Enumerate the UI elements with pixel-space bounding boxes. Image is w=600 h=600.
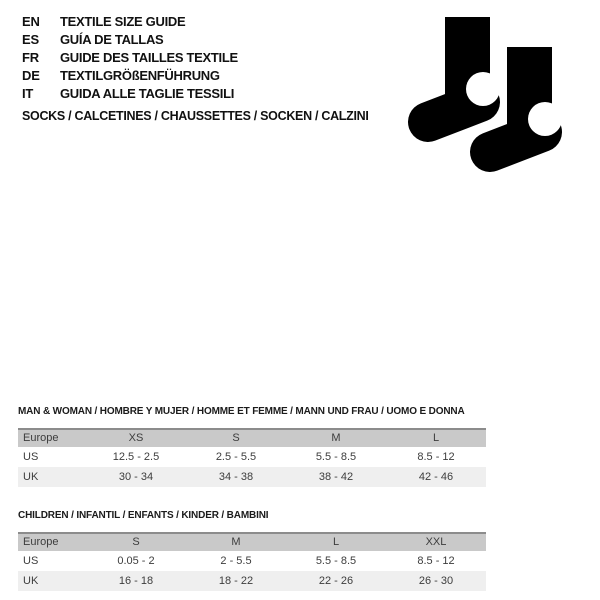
column-header-size: L <box>332 536 340 548</box>
table-row-us <box>18 551 486 571</box>
table-row-us <box>18 447 486 467</box>
size-value: 5.5 - 8.5 <box>315 555 357 567</box>
size-value: 38 - 42 <box>318 471 354 483</box>
language-code: IT <box>22 86 34 101</box>
language-label: TEXTILGRÖßENFÜHRUNG <box>60 68 220 83</box>
size-value: 5.5 - 8.5 <box>315 451 357 463</box>
size-value: 26 - 30 <box>418 575 454 587</box>
size-value: 12.5 - 2.5 <box>112 451 160 463</box>
column-header-size: XXL <box>425 536 447 548</box>
language-code: EN <box>22 14 40 29</box>
language-row-it <box>22 85 238 103</box>
language-code: ES <box>22 32 39 47</box>
size-value: 8.5 - 12 <box>417 451 455 463</box>
size-value: 0.05 - 2 <box>117 555 155 567</box>
size-table-children <box>18 509 486 591</box>
size-value: 30 - 34 <box>118 471 154 483</box>
adults-table <box>18 428 486 487</box>
size-value: 2 - 5.5 <box>220 555 252 567</box>
size-value: 8.5 - 12 <box>417 555 455 567</box>
size-value: 22 - 26 <box>318 575 354 587</box>
size-value: 18 - 22 <box>218 575 254 587</box>
row-label: UK <box>23 471 39 483</box>
column-header-size: M <box>231 536 241 548</box>
children-table <box>18 532 486 591</box>
language-label: GUÍA DE TALLAS <box>60 32 164 47</box>
language-row-es <box>22 31 238 49</box>
column-header-region: Europe <box>23 432 59 444</box>
language-row-en <box>22 13 238 31</box>
column-header-size: L <box>432 432 440 444</box>
table-header-row <box>18 428 486 447</box>
language-code: FR <box>22 50 39 65</box>
table-header-row <box>18 532 486 551</box>
socks-icon <box>408 17 562 173</box>
column-header-size: S <box>132 536 140 548</box>
row-label: US <box>23 451 39 463</box>
language-label: GUIDA ALLE TAGLIE TESSILI <box>60 86 235 101</box>
size-value: 34 - 38 <box>218 471 254 483</box>
size-table-adults <box>18 405 486 487</box>
language-row-fr <box>22 49 238 67</box>
column-header-size: XS <box>128 432 144 444</box>
size-value: 42 - 46 <box>418 471 454 483</box>
language-code: DE <box>22 68 40 83</box>
column-header-region: Europe <box>23 536 59 548</box>
language-label: GUIDE DES TAILLES TEXTILE <box>60 50 238 65</box>
column-header-size: M <box>331 432 341 444</box>
table-title-children: CHILDREN / INFANTIL / ENFANTS / KINDER / BAMBINI <box>18 510 269 521</box>
row-label: US <box>23 555 39 567</box>
category-title: SOCKS / CALCETINES / CHAUSSETTES / SOCKEN / CALZINI <box>22 109 369 123</box>
size-value: 16 - 18 <box>118 575 154 587</box>
language-label: TEXTILE SIZE GUIDE <box>60 14 186 29</box>
size-value: 2.5 - 5.5 <box>215 451 257 463</box>
column-header-size: S <box>232 432 240 444</box>
language-row-de <box>22 67 238 85</box>
table-row-uk <box>18 571 486 591</box>
table-row-uk <box>18 467 486 487</box>
language-list <box>22 13 238 103</box>
table-title-adults: MAN & WOMAN / HOMBRE Y MUJER / HOMME ET FEMME / MANN UND FRAU / UOMO E DONNA <box>18 406 465 417</box>
row-label: UK <box>23 575 39 587</box>
